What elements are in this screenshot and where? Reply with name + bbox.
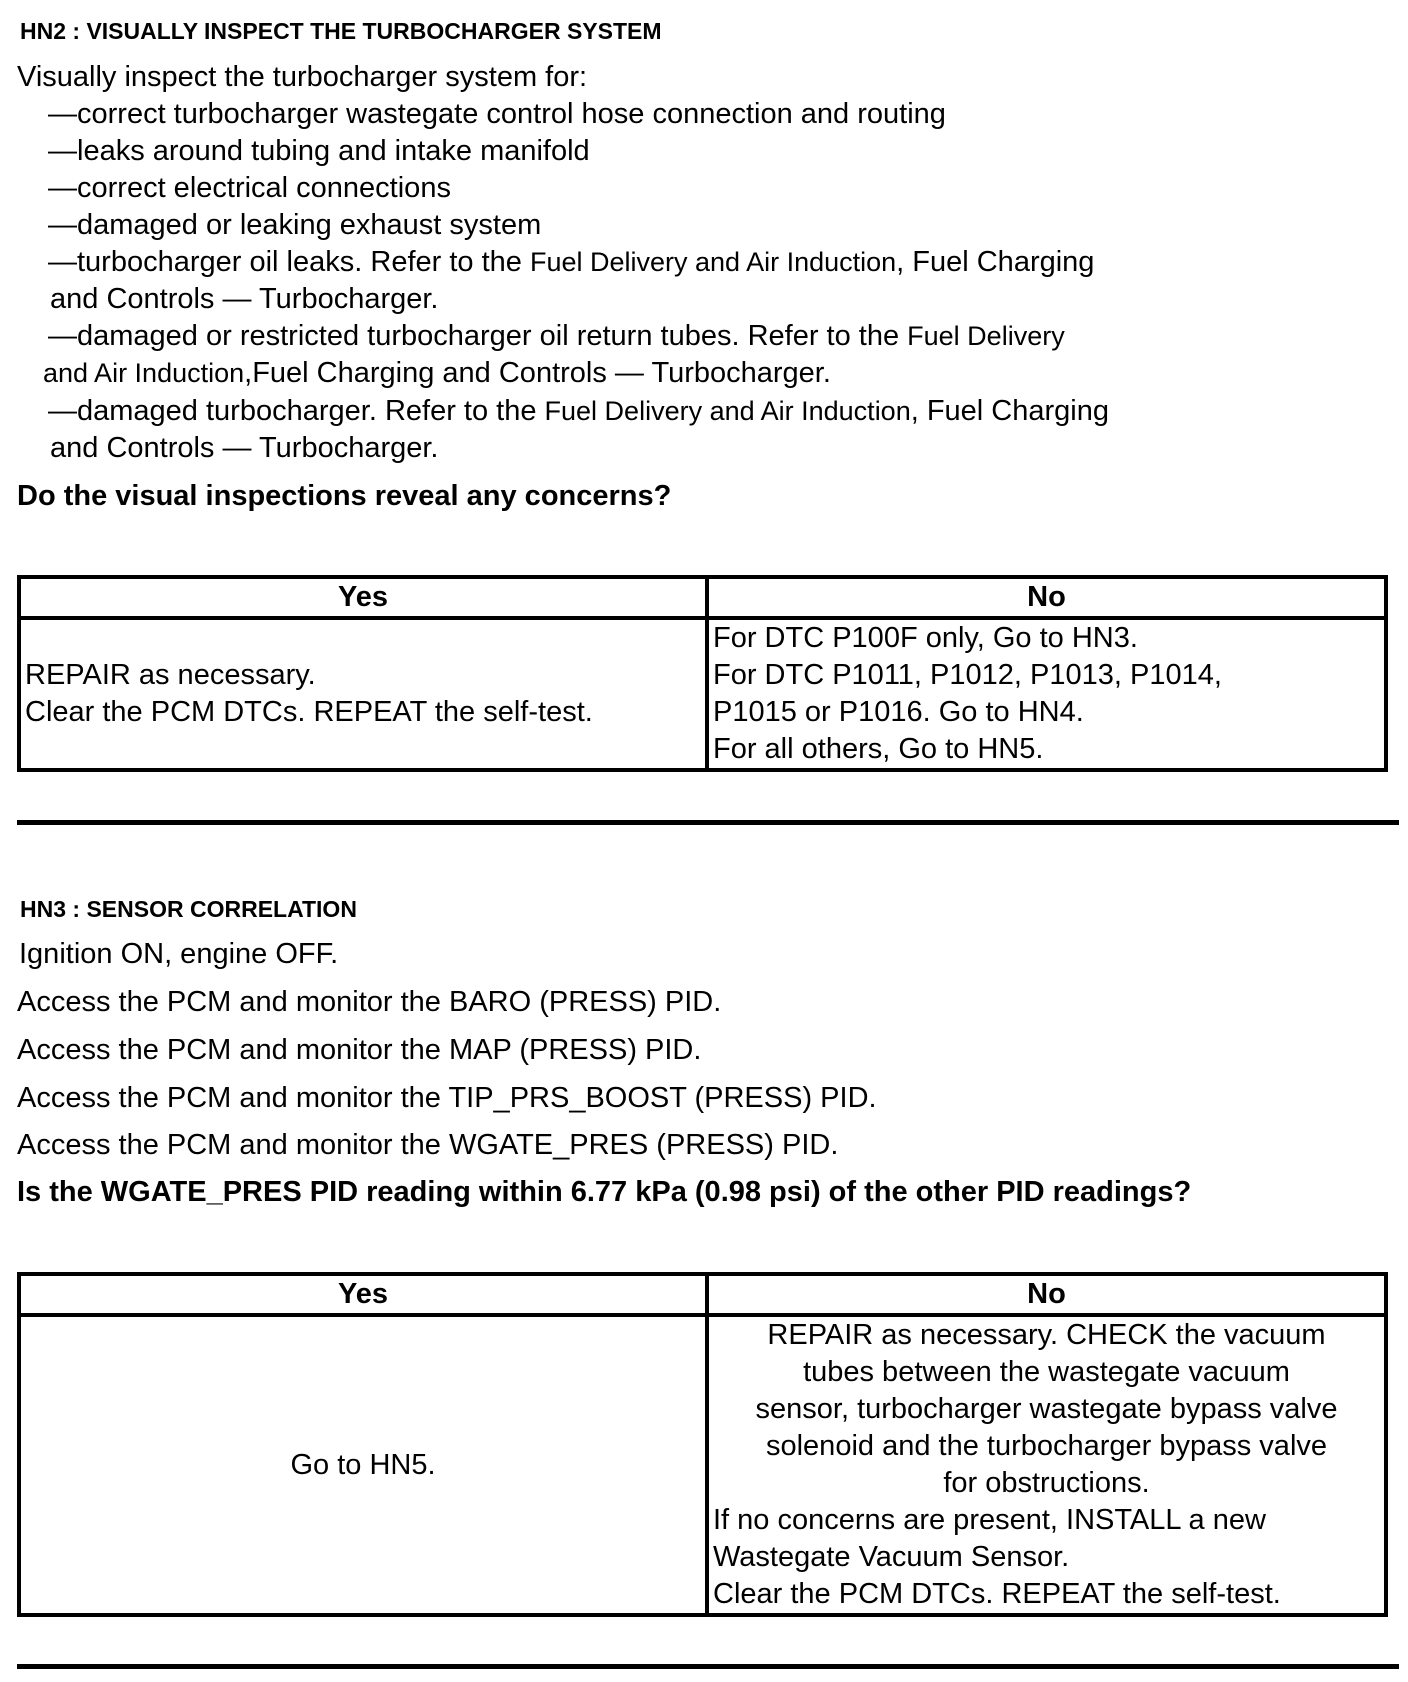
cell-line: Clear the PCM DTCs. REPEAT the self-test. bbox=[25, 696, 593, 728]
reference-link[interactable]: Fuel Delivery bbox=[907, 321, 1065, 351]
yes-cell bbox=[19, 618, 707, 770]
inspection-item bbox=[48, 319, 1065, 353]
cell-line: For all others, Go to HN5. bbox=[713, 733, 1044, 765]
cell-line: sensor, turbocharger wastegate bypass valve bbox=[755, 1393, 1338, 1425]
section-divider bbox=[17, 820, 1399, 825]
inspection-item: —correct turbocharger wastegate control hose connection and routing bbox=[48, 98, 946, 130]
cell-line: Clear the PCM DTCs. REPEAT the self-test. bbox=[713, 1578, 1281, 1610]
inspection-item-cont: and Controls — Turbocharger. bbox=[50, 432, 439, 464]
cell-line: for obstructions. bbox=[943, 1467, 1150, 1499]
question-hn3: Is the WGATE_PRES PID reading within 6.77 kPa (0.98 psi) of the other PID readings? bbox=[17, 1176, 1192, 1208]
step-text: Ignition ON, engine OFF. bbox=[19, 938, 339, 970]
intro-text: Visually inspect the turbocharger system for: bbox=[17, 61, 588, 93]
section-title-hn3: HN3 : SENSOR CORRELATION bbox=[20, 896, 357, 922]
inspection-item bbox=[48, 394, 1109, 428]
cell-line: For DTC P100F only, Go to HN3. bbox=[713, 622, 1138, 654]
section-divider bbox=[17, 1664, 1399, 1669]
decision-table-hn3 bbox=[17, 1272, 1388, 1617]
yes-header: Yes bbox=[19, 1274, 707, 1315]
item-text: —damaged turbocharger. bbox=[48, 395, 385, 427]
inspection-item: —damaged or leaking exhaust system bbox=[48, 209, 542, 241]
no-header: No bbox=[707, 1274, 1386, 1315]
item-text: —turbocharger oil leaks. Refer to the bbox=[48, 246, 530, 278]
step-text: Access the PCM and monitor the TIP_PRS_BOOST (PRESS) PID. bbox=[17, 1082, 877, 1114]
cell-line: Wastegate Vacuum Sensor. bbox=[713, 1541, 1070, 1573]
step-text: Access the PCM and monitor the BARO (PRESS) PID. bbox=[17, 986, 722, 1018]
section-title-hn2: HN2 : VISUALLY INSPECT THE TURBOCHARGER SYSTEM bbox=[20, 18, 662, 44]
no-header: No bbox=[707, 577, 1386, 618]
inspection-item: —correct electrical connections bbox=[48, 172, 451, 204]
no-cell bbox=[707, 618, 1386, 770]
item-text: —damaged or restricted turbocharger oil return tubes. Refer to the bbox=[48, 320, 908, 352]
inspection-item: —leaks around tubing and intake manifold bbox=[48, 135, 590, 167]
step-text: Access the PCM and monitor the WGATE_PRES (PRESS) PID. bbox=[17, 1129, 839, 1161]
inspection-item bbox=[48, 245, 1094, 279]
cell-line: REPAIR as necessary. CHECK the vacuum bbox=[767, 1319, 1326, 1351]
cell-line: tubes between the wastegate vacuum bbox=[803, 1356, 1290, 1388]
decision-table-hn2 bbox=[17, 575, 1388, 772]
cell-line: For DTC P1011, P1012, P1013, P1014, bbox=[713, 659, 1222, 691]
step-text: Access the PCM and monitor the MAP (PRESS) PID. bbox=[17, 1034, 702, 1066]
reference-link[interactable]: Fuel Delivery and Air Induction bbox=[544, 396, 911, 426]
no-cell bbox=[707, 1315, 1386, 1615]
yes-header: Yes bbox=[19, 577, 707, 618]
cell-line: solenoid and the turbocharger bypass valve bbox=[765, 1430, 1328, 1462]
item-text: , Fuel Charging bbox=[910, 395, 1109, 427]
item-text: , Fuel Charging bbox=[896, 246, 1095, 278]
yes-cell: Go to HN5. bbox=[19, 1315, 707, 1615]
item-text: ,Fuel Charging and Controls — Turbocharger. bbox=[244, 357, 831, 389]
inspection-item-cont bbox=[43, 356, 831, 390]
cell-line: REPAIR as necessary. bbox=[25, 659, 316, 691]
cell-line: If no concerns are present, INSTALL a new bbox=[713, 1504, 1266, 1536]
inspection-item-cont: and Controls — Turbocharger. bbox=[50, 283, 439, 315]
reference-link[interactable]: Fuel Delivery and Air Induction bbox=[529, 247, 897, 277]
item-text: Refer to the bbox=[384, 395, 545, 427]
cell-line: P1015 or P1016. Go to HN4. bbox=[713, 696, 1084, 728]
reference-link[interactable]: and Air Induction bbox=[43, 358, 245, 388]
question-hn2: Do the visual inspections reveal any concerns? bbox=[17, 480, 672, 512]
